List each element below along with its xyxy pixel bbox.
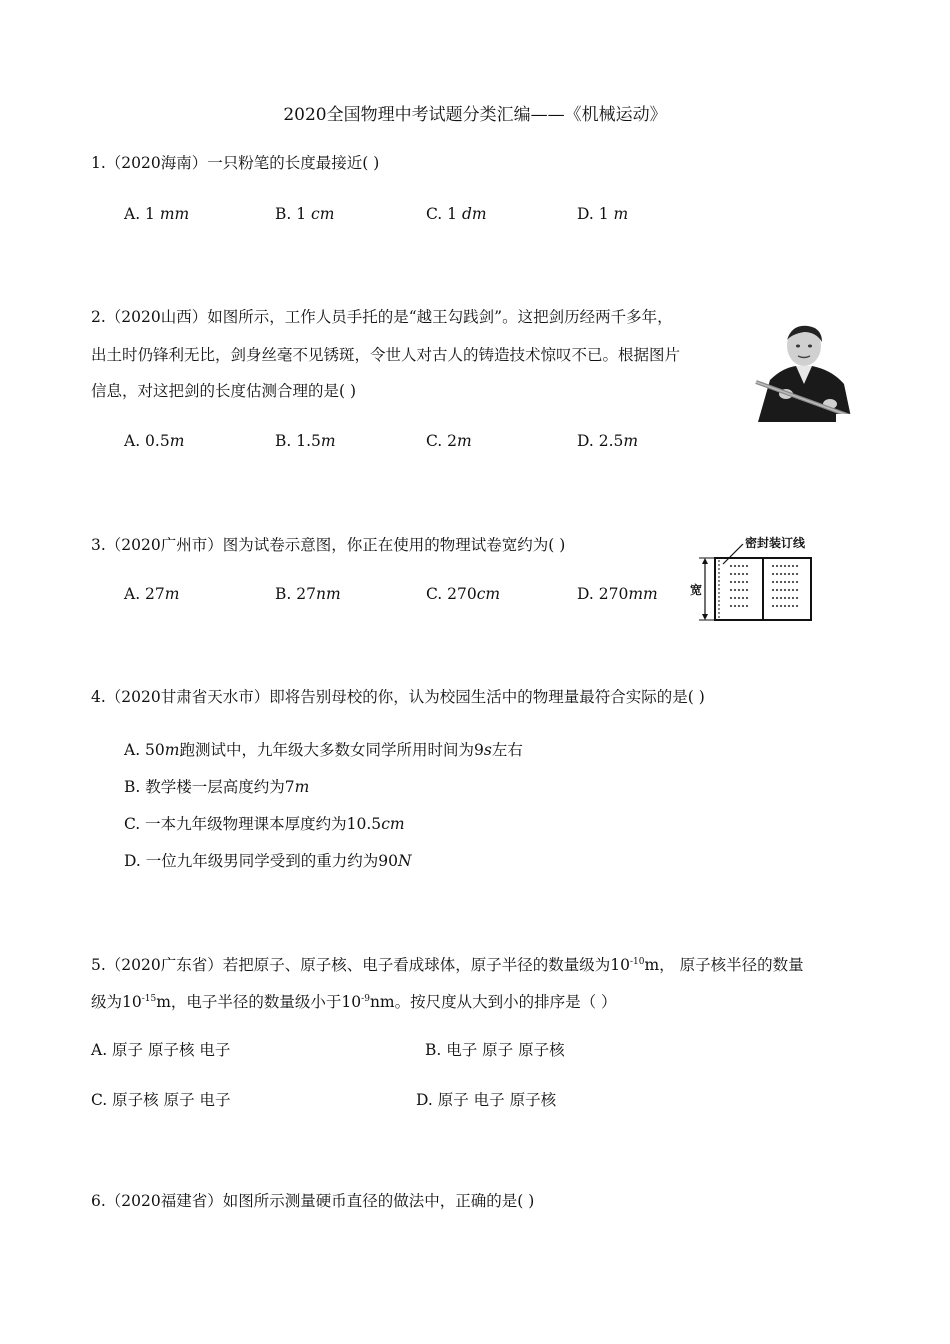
question-2-line-3: 信息，对这把剑的长度估测合理的是( ) [91,382,357,400]
question-5-line-1: 5.（2020广东省）若把原子、原子核、电子看成球体，原子半径的数量级为$10^{-10}m$， 原子核半径的数量 [91,956,804,974]
question-2-option-a[interactable]: A. 0.5m [124,432,185,450]
width-label: 宽 [690,583,703,597]
question-5-line-2: 级为$10^{-15}m$，电子半径的数量级小于$10^{-9}nm$。按尺度从大到小的排序是（ ） [91,993,617,1011]
question-2-line-1: 2.（2020山西）如图所示，工作人员手托的是“越王勾践剑”。这把剑历经两千多年， [91,308,673,326]
question-4-stem: 4.（2020甘肃省天水市）即将告别母校的你，认为校园生活中的物理量最符合实际的是( ) [91,688,705,706]
binding-line-label: 密封装订线 [745,536,806,550]
question-1-option-a[interactable]: A. 1 mm [124,205,190,223]
question-4-option-a[interactable]: A. 50m跑测试中，九年级大多数女同学所用时间为9s左右 [124,741,523,759]
question-6-stem: 6.（2020福建省）如图所示测量硬币直径的做法中，正确的是( ) [91,1192,535,1210]
question-3-option-d[interactable]: D. 270mm [577,585,658,603]
question-2-option-b[interactable]: B. 1.5m [275,432,336,450]
page-title: 2020全国物理中考试题分类汇编——《机械运动》 [283,105,667,125]
question-5-option-b[interactable]: B. 电子 原子 原子核 [425,1041,565,1059]
exam-paper-diagram [690,534,823,626]
question-3-option-a[interactable]: A. 27m [124,585,180,603]
question-4-option-d[interactable]: D. 一位九年级男同学受到的重力约为90N [124,852,412,870]
question-2-option-d[interactable]: D. 2.5m [577,432,639,450]
question-5-option-d[interactable]: D. 原子 电子 原子核 [416,1091,557,1109]
question-2-option-c[interactable]: C. 2m [426,432,472,450]
question-1-option-d[interactable]: D. 1 m [577,205,629,223]
question-2-line-2: 出土时仍锋利无比，剑身丝毫不见锈斑，令世人对古人的铸造技术惊叹不已。根据图片 [91,346,681,364]
sword-photo [752,318,858,428]
question-3-option-c[interactable]: C. 270cm [426,585,501,603]
question-3-stem: 3.（2020广州市）图为试卷示意图，你正在使用的物理试卷宽约为( ) [91,536,566,554]
question-5-option-c[interactable]: C. 原子核 原子 电子 [91,1091,231,1109]
question-1-option-c[interactable]: C. 1 dm [426,205,487,223]
question-4-option-b[interactable]: B. 教学楼一层高度约为7m [124,778,310,796]
question-1-option-b[interactable]: B. 1 cm [275,205,335,223]
question-4-option-c[interactable]: C. 一本九年级物理课本厚度约为10.5cm [124,815,405,833]
question-5-option-a[interactable]: A. 原子 原子核 电子 [91,1041,231,1059]
question-1-stem: 1.（2020海南）一只粉笔的长度最接近( ) [91,154,380,172]
question-3-option-b[interactable]: B. 27nm [275,585,341,603]
